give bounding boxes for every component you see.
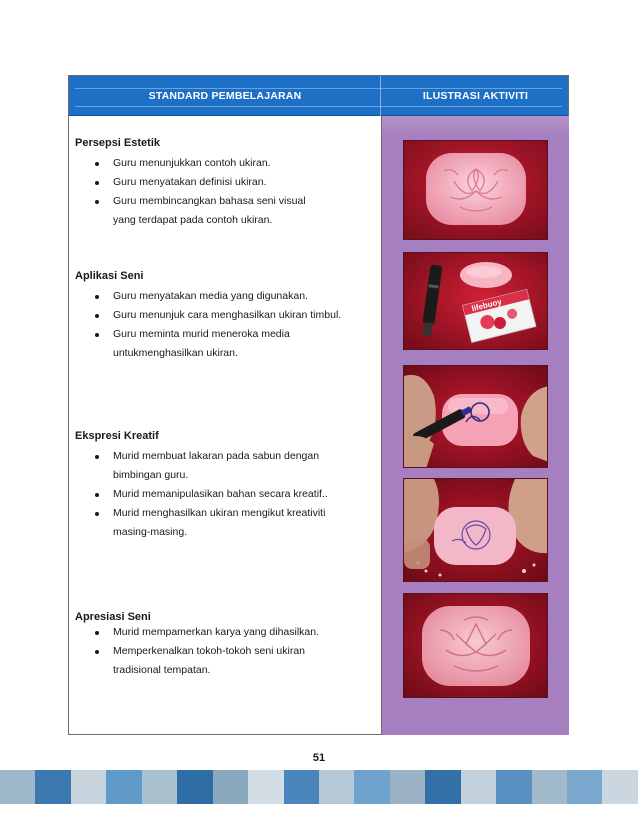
list-item-text: Guru menunjuk cara menghasilkan ukiran timbul. [113, 309, 342, 321]
list-item [75, 504, 375, 542]
list-item-text: Murid mempamerkan karya yang dihasilkan. [113, 626, 320, 638]
list-item [75, 173, 375, 192]
list-item [75, 325, 375, 363]
list-item-text: Guru menyatakan definisi ukiran. [113, 176, 267, 188]
list-item-text-continued: bimbingan guru. [113, 469, 189, 481]
list-item-text: Guru meminta murid meneroka media [113, 328, 290, 340]
list-item [75, 154, 375, 173]
list-item-text: Murid membuat lakaran pada sabun dengan [113, 450, 320, 462]
list-item-text: Guru membincangkan bahasa seni visual [113, 195, 306, 207]
soap-materials-photo [403, 252, 548, 350]
bullet-list [75, 623, 375, 680]
list-item [75, 623, 375, 642]
soap-box-label: lifebuoy [470, 297, 503, 314]
list-item-text: Murid memanipulasikan bahan secara kreatif.. [113, 488, 328, 500]
section-title: Persepsi Estetik [75, 137, 160, 149]
list-item [75, 485, 375, 504]
footer-decorative-band [0, 770, 638, 804]
section-title: Apresiasi Seni [75, 611, 151, 623]
section-persepsi-estetik [75, 137, 375, 230]
header-standard-pembelajaran: STANDARD PEMBELAJARAN [148, 90, 302, 102]
activity-table [68, 75, 569, 735]
header-ilustrasi-aktiviti: ILUSTRASI AKTIVITI [422, 90, 529, 102]
bullet-list [75, 287, 375, 363]
section-title: Ekspresi Kreatif [75, 430, 159, 442]
list-item [75, 306, 375, 325]
list-item-text: Guru menunjukkan contoh ukiran. [113, 157, 271, 169]
list-item-text-continued: yang terdapat pada contoh ukiran. [113, 214, 273, 226]
list-item-text-continued: untukmenghasilkan ukiran. [113, 347, 238, 359]
list-item [75, 642, 375, 680]
list-item-text: Murid menghasilkan ukiran mengikut kreativiti [113, 507, 326, 519]
carving-soap-photo [403, 478, 548, 582]
section-title: Aplikasi Seni [75, 270, 144, 282]
table-header [69, 76, 568, 116]
finished-carving-photo [403, 593, 548, 698]
bullet-list [75, 447, 375, 542]
sketching-on-soap-photo [403, 365, 548, 468]
section-apresiasi-seni [75, 611, 375, 680]
section-ekspresi-kreatif [75, 430, 375, 542]
list-item [75, 287, 375, 306]
page-number: 51 [312, 752, 326, 764]
list-item [75, 192, 375, 230]
list-item-text-continued: tradisional tempatan. [113, 664, 211, 676]
list-item-text: Guru menyatakan media yang digunakan. [113, 290, 308, 302]
illustration-column [381, 116, 569, 735]
carved-soap-photo [403, 140, 548, 240]
section-aplikasi-seni [75, 270, 375, 363]
list-item-text-continued: masing-masing. [113, 526, 188, 538]
list-item [75, 447, 375, 485]
list-item-text: Memperkenalkan tokoh-tokoh seni ukiran [113, 645, 306, 657]
bullet-list [75, 154, 375, 230]
